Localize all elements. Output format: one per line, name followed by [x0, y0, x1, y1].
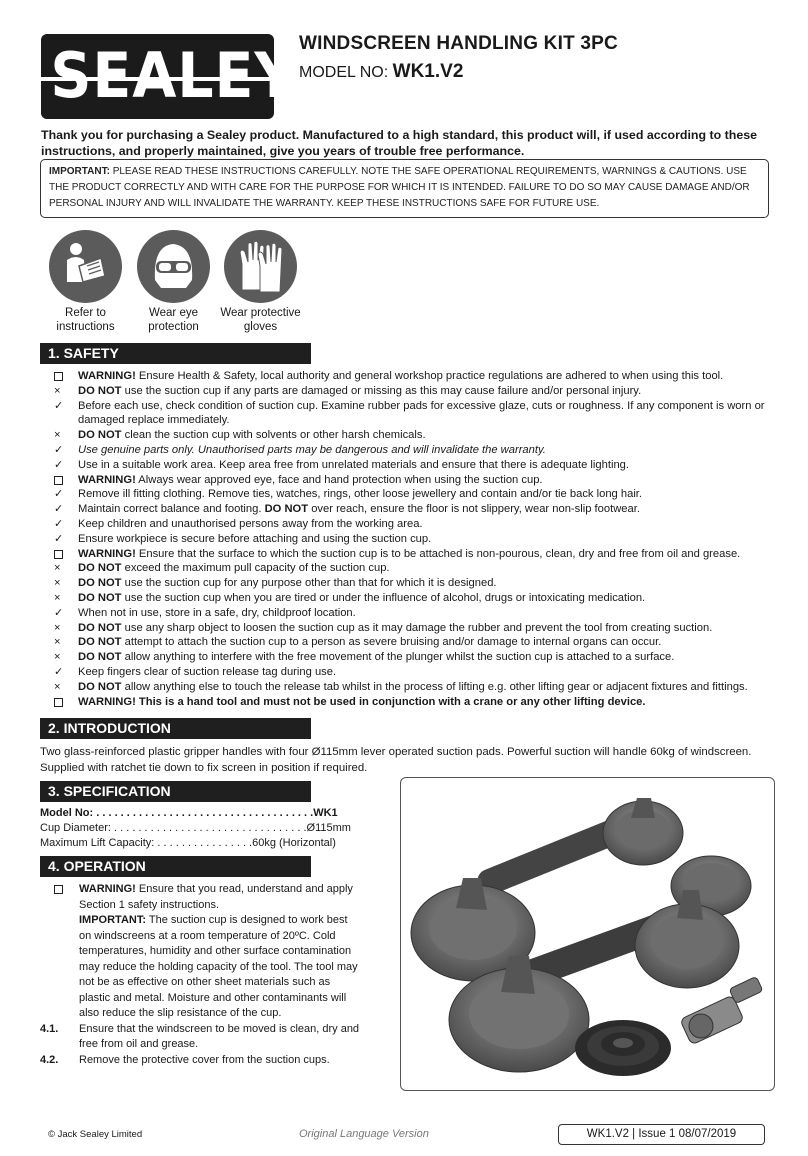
list-item	[40, 487, 780, 502]
issue-box: WK1.V2 | Issue 1 08/07/2019	[558, 1124, 765, 1145]
safety-list	[40, 369, 780, 709]
icon-block-eye	[137, 230, 210, 334]
item-text: use the suction cup when you are tired or under the influence of alcohol, drugs or intoxicating medication.	[121, 591, 646, 604]
warning-box-icon	[54, 885, 63, 894]
list-item	[40, 369, 780, 384]
wear-eye-protection-icon	[137, 230, 210, 303]
item-bold: WARNING!	[78, 547, 136, 560]
warning-box-icon	[54, 698, 63, 707]
icon-label-line: protection	[148, 321, 199, 333]
icon-label-gloves	[218, 306, 303, 334]
cross-icon: ×	[54, 577, 61, 590]
cross-icon: ×	[54, 562, 61, 575]
copyright: © Jack Sealey Limited	[48, 1129, 143, 1140]
section-title: 2. INTRODUCTION	[48, 720, 171, 736]
warning-text: Ensure that you read, understand and apply Section 1 safety instructions.	[79, 883, 353, 911]
spec-label: Model No:	[40, 807, 94, 819]
important-bold: IMPORTANT:	[79, 914, 147, 926]
check-icon: ✓	[54, 399, 64, 412]
spec-value: 60kg (Horizontal)	[252, 837, 336, 849]
cross-icon: ×	[54, 680, 61, 693]
product-photo	[400, 777, 775, 1091]
list-item	[40, 650, 780, 665]
cross-icon: ×	[54, 591, 61, 604]
spec-row-cup	[40, 821, 351, 836]
list-item	[40, 502, 780, 517]
list-item	[40, 621, 780, 636]
item-text: Ensure that the surface to which the suction cup is to be attached is non-pourous, clean, dry and free from oil and grease.	[135, 547, 741, 560]
item-text: over reach, ensure the floor is not slippery, wear non-slip footwear.	[308, 503, 640, 516]
list-item	[40, 458, 780, 473]
check-icon: ✓	[54, 443, 64, 456]
section-specification-header	[40, 781, 311, 802]
item-text: Use in a suitable work area. Keep area free from unrelated materials and ensure that there is adequate lighting.	[78, 458, 629, 471]
item-bold: DO NOT	[78, 680, 122, 693]
important-label: IMPORTANT:	[49, 166, 110, 177]
spec-row-lift	[40, 836, 336, 851]
item-bold: DO NOT	[78, 651, 122, 664]
spec-value: WK1	[313, 807, 338, 819]
item-text: Remove ill fitting clothing. Remove ties, watches, rings, other loose jewellery and contain and/or tie back long hair.	[78, 488, 643, 501]
list-item	[40, 384, 780, 399]
item-bold: DO NOT	[78, 591, 122, 604]
sealey-logo	[41, 34, 297, 119]
item-text: Ensure workpiece is secure before attaching and using the suction cup.	[78, 532, 432, 545]
check-icon: ✓	[54, 488, 64, 501]
item-bold: DO NOT	[264, 503, 309, 516]
icon-label-line: Refer to	[65, 307, 106, 319]
spec-dots: . . . . . . . . . . . . . . . .	[154, 837, 253, 849]
introduction-text: Two glass-reinforced plastic gripper handles with four Ø115mm lever operated suction pads. Powerful suction will handle 60kg of windscreen. Supplied with ratchet tie down to fix screen in position if required.	[40, 746, 752, 774]
item-text: Maintain correct balance and footing.	[78, 503, 265, 516]
icon-block-refer	[49, 230, 122, 334]
item-text: Before each use, check condition of suction cup. Examine rubber pads for excessive glaze, cuts or roughness. If any component is worn or damaged replace immediately.	[78, 399, 765, 427]
step-number: 4.2.	[40, 1053, 59, 1066]
step-text: Remove the protective cover from the suction cups.	[79, 1053, 330, 1066]
item-text: When not in use, store in a safe, dry, childproof location.	[78, 606, 356, 619]
item-text: Ensure Health & Safety, local authority and general workshop practice regulations are adhered to when using this tool.	[135, 370, 724, 382]
wear-protective-gloves-icon	[224, 230, 297, 303]
operation-step	[40, 1022, 360, 1053]
item-bold: WARNING! This is a hand tool and must not be used in conjunction with a crane or any other lifting device.	[78, 695, 646, 708]
model-value: WK1.V2	[392, 61, 464, 82]
item-text: use the suction cup if any parts are damaged or missing as this may cause failure and/or personal injury.	[121, 384, 642, 397]
refer-to-instructions-icon	[49, 230, 122, 303]
item-bold: DO NOT	[78, 429, 122, 442]
spec-row-model	[40, 806, 338, 821]
section-title: 3. SPECIFICATION	[48, 783, 171, 799]
cross-icon: ×	[54, 429, 61, 442]
check-icon: ✓	[54, 665, 64, 678]
item-text: attempt to attach the suction cup to a person as severe bruising and/or damage to internal organs can occur.	[121, 636, 662, 649]
operation-content	[40, 882, 360, 1068]
icon-label-line: Wear protective	[220, 307, 301, 319]
item-bold: DO NOT	[78, 562, 122, 575]
step-text: Ensure that the windscreen to be moved is clean, dry and free from oil and grease.	[79, 1022, 360, 1050]
spec-label: Cup Diameter:	[40, 822, 111, 834]
list-item	[40, 635, 780, 650]
cross-icon: ×	[54, 621, 61, 634]
item-text: allow anything else to touch the release tab whilst in the process of lifting e.g. other lifting gear or adjacent fixtures and fittings.	[121, 680, 748, 693]
item-bold: WARNING!	[78, 370, 136, 382]
section-title: 1. SAFETY	[48, 345, 119, 361]
important-text: PLEASE READ THESE INSTRUCTIONS CAREFULLY. NOTE THE SAFE OPERATIONAL REQUIREMENTS, WARNINGS & CAUTIONS. USE THE PRODUCT CORRECTLY AND WITH CARE FOR THE PURPOSE FOR WHICH IT IS INTENDED. FAILURE TO DO SO MAY CAUSE DAMAGE AND/OR PERSONAL INJURY AND WILL INVALIDATE THE WARRANTY. KEEP THESE INSTRUCTIONS SAFE FOR FUTURE USE.	[49, 166, 750, 209]
list-item	[40, 399, 780, 429]
item-bold: DO NOT	[78, 636, 122, 649]
specification-table	[40, 806, 351, 851]
icon-block-gloves	[220, 230, 301, 334]
model-number	[299, 61, 463, 83]
section-introduction-header	[40, 718, 311, 739]
check-icon: ✓	[54, 503, 64, 516]
cross-icon: ×	[54, 384, 61, 397]
step-number: 4.1.	[40, 1022, 59, 1035]
warning-box-icon	[54, 372, 63, 381]
item-bold: WARNING!	[78, 473, 136, 486]
list-item	[40, 591, 780, 606]
list-item	[40, 561, 780, 576]
list-item	[40, 665, 780, 680]
item-text: use any sharp object to loosen the suction cup as it may damage the rubber and prevent the tool from creating suction.	[121, 621, 713, 634]
important-notice	[40, 159, 769, 218]
important-text: The suction cup is designed to work best on windscreens at a room temperature of 20ºC. Cold temperatures, humidity and other surface contamination may reduce the holding capacity of the tool. The tool may not be as effective on other sheet materials such as plastic and metal. Moisture and other contaminants will also reduce the slip resistance of the cup.	[79, 914, 358, 1019]
check-icon: ✓	[54, 517, 64, 530]
item-text: allow anything to interfere with the free movement of the plunger whilst the suction cup is attached to a surface.	[121, 651, 675, 664]
warning-box-icon	[54, 550, 63, 559]
section-safety-header	[40, 343, 311, 364]
language-version: Original Language Version	[299, 1128, 429, 1140]
icon-label-line: Wear eye	[148, 307, 198, 319]
item-text: Keep children and unauthorised persons away from the working area.	[78, 517, 423, 530]
item-text: use the suction cup for any purpose other than that for which it is designed.	[121, 577, 497, 590]
warning-bold: WARNING!	[79, 883, 136, 895]
icon-label-eye	[137, 306, 210, 334]
list-item	[40, 606, 780, 621]
item-text: exceed the maximum pull capacity of the suction cup.	[121, 562, 390, 575]
intro-text: Thank you for purchasing a Sealey product. Manufactured to a high standard, this product will, if used according to these instructions, and properly maintained, give you years of trouble free performance.	[41, 128, 757, 158]
page-title: WINDSCREEN HANDLING KIT 3PC	[299, 33, 618, 54]
spec-value: Ø115mm	[306, 822, 351, 834]
model-label: MODEL NO:	[299, 64, 389, 81]
list-item	[40, 680, 780, 695]
list-item	[40, 473, 780, 488]
check-icon: ✓	[54, 606, 64, 619]
list-item	[40, 547, 780, 562]
icon-label-refer	[49, 306, 122, 334]
list-item	[40, 532, 780, 547]
section-title: 4. OPERATION	[48, 858, 146, 874]
spec-dots: . . . . . . . . . . . . . . . . . . . . . . . . . . . . . . . . . . . .	[93, 807, 314, 819]
spec-dots: . . . . . . . . . . . . . . . . . . . . . . . . . . . . . . . .	[110, 822, 307, 834]
icon-label-line: gloves	[243, 321, 278, 333]
item-bold: DO NOT	[78, 577, 122, 590]
item-bold: DO NOT	[78, 621, 122, 634]
check-icon: ✓	[54, 458, 64, 471]
list-item	[40, 443, 780, 458]
logo-text: SEALEY	[50, 39, 297, 112]
section-operation-header	[40, 856, 311, 877]
list-item	[40, 517, 780, 532]
item-text: clean the suction cup with solvents or other harsh chemicals.	[121, 429, 426, 442]
operation-step	[40, 1053, 360, 1069]
cross-icon: ×	[54, 651, 61, 664]
item-text: Use genuine parts only. Unauthorised parts may be dangerous and will invalidate the warranty.	[78, 443, 546, 456]
item-text: Always wear approved eye, face and hand protection when using the suction cup.	[135, 473, 543, 486]
item-bold: DO NOT	[78, 384, 122, 397]
item-text: Keep fingers clear of suction release tag during use.	[78, 665, 337, 678]
cross-icon: ×	[54, 636, 61, 649]
icon-label-line: instructions	[56, 321, 115, 333]
check-icon: ✓	[54, 532, 64, 545]
list-item	[40, 428, 780, 443]
spec-label: Maximum Lift Capacity:	[40, 837, 155, 849]
operation-warning	[40, 882, 360, 1022]
list-item	[40, 576, 780, 591]
warning-box-icon	[54, 476, 63, 485]
product-illustration	[401, 778, 774, 1090]
list-item	[40, 695, 780, 710]
